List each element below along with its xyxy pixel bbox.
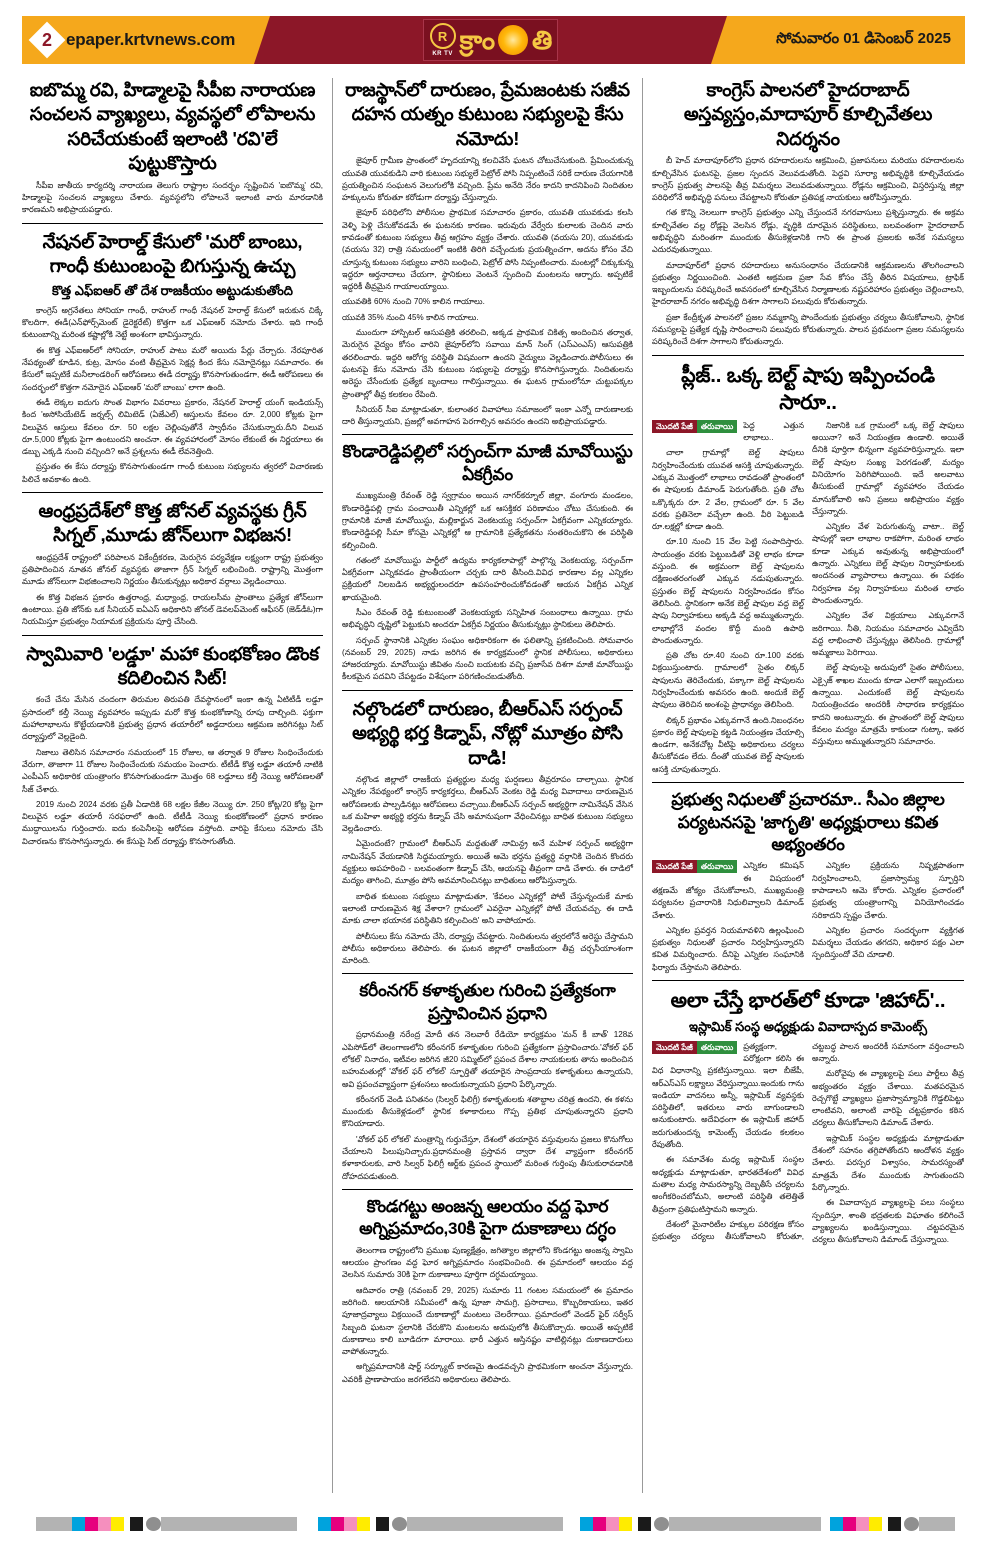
krtv-channel-logo [430,23,456,57]
article-paragraph: రూ.10 నుంచి 15 వేల పెట్టి సంపాదిస్తారు. సాయంత్రం వరకు పెట్టుబడితో వెళ్లి లాభం కూడా వస్తుంది. ఈ అక్రమంగా బెల్ట్ షాపులను దక్షిణంతరంగంతో ఎక్కువ నడుపుతున్నారు. ప్రస్తుతం బెల్ట్ షాపులను నిర్వహించడం కోసం తెలిసింది. స్థానికంగా అనేక బెల్ట్ షాపుల వద్ద బెల్ట్ షాపు నిర్వాహకులు అక్కడి వద్ద అమ్ముతున్నారు. లాభాల్లోనే వందల కొద్దీ మంది ఉపాధి పొందుతున్నారు. [652,537,804,645]
article-paragraph: సీనియర్ సీఐ మాట్లాడుతూ, కులాంతర వివాహాలు సమాజంలో ఇంకా ఎన్నో దారుణాలకు దారి తీస్తున్నాయని, ప్రజల్లో అవగాహన పెరగాల్సిన అవసరం ఉందని అభిప్రాయపడ్డారు. [342,404,633,427]
masthead-title-part2: తి [532,25,552,55]
article-paragraph: ఈడీ లెక్కల ఐదుగు సొంత విభాగం వివరాలు ప్రకారం, నేషనల్ హెరాల్డ్ యంగ్ ఇండియన్స్ కింద 'అసోసియేటెడ్ జర్నల్స్ లిమిటెడ్ (ఏజేఎల్) ఆస్తులను కేవలం రూ. 2,000 కోట్లకు పైగా విలువైన ఆస్తులు కేవలం రూ. 50 లక్షల చెల్లింపుతోనే స్వాధీనం చేసుకున్నారు.దీని విలువ రూ.5,000 కోట్లకు పైగా ఉంటుందని అంచనా. ఈ వ్యవహారంలో మోసం లేకుంటే ఈ నిర్ణయాలు ఈ డబ్బు ఎక్కడి నుంచి వచ్చింది? అనే ప్రశ్నలను ఈడీ లేవనెత్తింది. [22,397,323,457]
reg-swatch-gray [669,1517,821,1531]
article-divider [652,355,964,356]
masthead [22,16,965,64]
article-paragraph: మరోవైపు ఈ వ్యాఖ్యలపై పలు పార్టీలు తీవ్ర అభ్యంతరం వ్యక్తం చేశాయి. మతపరమైన రెచ్చగొట్టే వ్యాఖ్యలు ప్రజాస్వామ్యానికి గొడ్డలిపెట్టు లాంటివని, అలాంటి వారిపై చట్టప్రకారం కఠిన చర్యలు తీసుకోవాలని డిమాండ్ చేశారు. [812,1069,964,1128]
column-2 [332,78,643,1493]
headline: స్వామివారి 'లడ్డూ' మహా కుంభకోణం డొంక కదిలించిన సిట్! [26,642,319,689]
reg-swatch-black [376,1517,389,1531]
article-paragraph: తెలంగాణ రాష్ట్రంలోని ప్రముఖ పుణ్యక్షేత్రం, జగిత్యాల జిల్లాలోని కొండగట్టు అంజన్న స్వామి ఆలయం ప్రాంగణం వద్ద ఘోర అగ్నిప్రమాదం సంభవించింది. ఈ ప్రమాదంలో ఆలయం వద్ద వెలసిన సుమారు 30కి పైగా దుకాణాలు పూర్తిగా దగ్ధమయ్యాయి. [342,1245,633,1280]
article-paragraph: ముందుగా హాస్పిటల్ ఆసుపత్రికి తరలించి, అక్కడ ప్రాథమిక చికిత్స అందించిన తర్వాత, మెరుగైన వైద్యం కోసం వారిని జైపూర్‌లోని సవాయి మాన్ సింగ్ (ఎస్‌ఎంఎస్) ఆసుపత్రికి తరలించారు. ఇద్దరి ఆరోగ్య పరిస్థితి విషమంగా ఉందని వైద్యులు వెల్లడించారు.పోలీసులు ఈ ఘటనపై కేసు నమోదు చేసి కుటుంబ సభ్యులపై దర్యాప్తు కొనసాగిస్తున్నారు. నిందితులను అరెస్టు చేసేందుకు ప్రత్యేక బృందాలు గాలిస్తున్నాయి. ఈ ఘటన గ్రామంలోనూ చుట్టుపక్కల ప్రాంతాల్లో తీవ్ర కలకలం రేపింది. [342,328,633,399]
reg-swatch-pink [856,1517,869,1531]
registration-group-2 [318,1517,563,1531]
article-paragraph: చాలా గ్రామాల్లో బెల్ట్ షాపులు నిర్వహించేందుకు యువత ఆసక్తి చూపుతున్నారు. ఎక్కువ మొత్తంలో లాభాలు రావడంతో ప్రాంతంలో ఈ షాపులకు డిమాండ్ పెరుగుతోంది. ప్రతి చోట ఒక్కొక్కరు రూ. 2 వేల, గ్రామంలో రూ. 5 వేల వరకు ప్రతినెలా వచ్చేలా ఉంది. వీరి పెట్టుబడి రూ.లక్షల్లో కూడా ఉంది. [652,448,804,532]
article-paragraph: ఈ కొత్త ఎఫ్‌ఐఆర్‌లో సోనియా, రాహుల్ పాటు మరో అయిదు పేర్లు చేర్చారు. నేరపూరిత నేపథ్యంతో కూడిన, కుట్ర, మోసం వంటి తీవ్రమైన సెక్షన్ల కింద కేసు నమోదైనట్లు సమాచారం. ఈ కేసులో ఇప్పటికే మనీలాండరింగ్ ఆరోపణలు ఈడీ దర్యాప్తు కొనసాగుతుండగా, ఈడీ ఆరోపణలు ఈ సందర్భంలో కొత్తగా నమోదైన ఎఫ్‌ఐఆర్ 'మరో బాంబు' లాగా ఉంది. [22,345,323,392]
headline: రాజస్థాన్‌లో దారుణం, ప్రేమజంటకు సజీవ దహన యత్నం కుటుంబ సభ్యులపై కేసు నమోదు! [345,79,630,149]
continued-from-page1-badge [652,860,737,873]
article-ap-zonal[interactable] [22,499,323,629]
article-divider [22,223,323,224]
article-paragraph: గతంలో మావోయిస్టు పార్టీలో ఉద్యమ కార్యకలాపాల్లో పాల్గొన్న వెంకటయ్య, సర్పంచ్‌గా ఏకగ్రీవంగా ఎన్నికవడం ప్రాంతీయంగా చర్చకు దారి తీసింది.వివిధ కారణాల వల్ల ఎన్నికల ప్రక్రియలో నిలబడిన అభ్యర్థులందరూ ఉపసంహరించుకోవడంతో ఆయన ఏకగ్రీవ ఎన్నిక ఖాయమైంది. [342,555,633,602]
continued-badge-part-a: మొదటి పేజీ [652,1041,697,1054]
reg-swatch-yellow [869,1517,882,1531]
continued-badge-part-a: మొదటి పేజీ [652,420,697,433]
article-paragraph: ఈ వివాదాస్పద వ్యాఖ్యలపై పలు సంస్థలు స్పందిస్తూ, శాంతి భద్రతలకు విఘాతం కలిగించే వ్యాఖ్యలను ఖండిస్తున్నాయి. చట్టపరమైన చర్యలు తీసుకోవాలని డిమాండ్ చేస్తున్నాయి. [812,1198,964,1245]
headline: ఐబొమ్మ రవి, హిడ్మాలపై సీపీఐ నారాయణ సంచలన వ్యాఖ్యలు, వ్యవస్థలో లోపాలను సరిచేయకుంటే ఇలాంటి 'రవి'లే పుట్టుకొస్తారు [29,79,316,174]
headline: ప్లీజ్.. ఒక్క బెల్ట్ షాపు ఇప్పించండి సారూ.. [681,363,935,414]
article-paragraph: ప్రజా కేంద్రీకృత పాలనలో ప్రజల నమ్మకాన్ని పొందేందుకు ప్రభుత్వం చర్యలు తీసుకోవాలని, స్థానిక సమస్యలపై ప్రత్యేక దృష్టి సారించాలని పలువురు కోరుతున్నారు. పాలన ప్రథమంగా ప్రజల సమస్యలను పరిష్కరించే దిశగా సాగాలని కోరుతున్నారు. [652,312,964,347]
article-kavitha-jagruthi[interactable] [652,789,964,974]
masthead-title-part1: క్రాం [459,25,495,55]
article-paragraph: ఈ సమావేశం మధ్య ఇస్లామిక్ సంస్థల అధ్యక్షుడు మాట్లాడుతూ, భారతదేశంలో వివిధ మతాల మధ్య సామరస్యాన్ని దెబ్బతీసే చర్యలను అంగీకరించబోమని, అలాంటి పరిస్థితి తలెత్తితే తీవ్రంగా ప్రతిఘటిస్తామని అన్నారు. [652,1155,804,1214]
article-karimnagar-pm[interactable] [342,980,633,1182]
article-paragraph: జైపూర్ పరిధిలోని పోలీసుల ప్రాథమిక సమాచారం ప్రకారం, యువతి యువకుడు కలసి వెళ్ళి పెళ్లి చేసుకోవడమే ఈ ఘటనకు కారణం. ఇరువురు వేర్వేరు కులాలకు చెందిన వారు కావడంతో కుటుంబ సభ్యులు తీవ్ర ఆగ్రహం వ్యక్తం చేశారు. యువతి (వయసు 20), యువకుడు (వయసు 32) రాత్రి సమయంలో ఇంటికి తిరిగి వచ్చేందుకు ప్రయత్నించగా, అదను కోసం వేచి చూస్తున్న కుటుంబ సభ్యులు వారిని బంధించి, పెట్రోల్ పోసి నిప్పంటించారు. మంటల్లో చిక్కుకున్న ఇద్దరూ ఆర్తనాదాలు చేయగా, స్థానికులు వెంటనే స్పందించి మంటలను ఆర్పారు. అప్పటికే ఇద్దరికీ తీవ్రమైన గాయాలయ్యాయి. [342,208,633,292]
krtv-ring-icon: R [430,23,456,49]
reg-swatch-black [638,1517,651,1531]
masthead-left-block [22,16,254,64]
article-paragraph: ఎన్నికల కమిషన్ ఈ విషయంలో తక్షణమే జోక్యం చేసుకోవాలని, ముఖ్యమంత్రి పర్యటనల ప్రచారానికి నిధులివ్వాలని డిమాండ్ చేశారు. [652,861,804,920]
reg-target-oval [904,1517,919,1531]
reg-target-oval [392,1517,407,1531]
epaper-url[interactable]: epaper.krtvnews.com [66,30,236,49]
article-paragraph: కంచే చేను మేసిన చందంగా తిరుమల తిరుపతి దేవస్థానంలో ఇంకా ఉన్న ఏటిటీడీ లడ్డూ ప్రసాదంలో కల్తీ నెయ్యి వ్యవహారం ఇప్పుడు మరో కొత్త కుంభకోణాన్ని రూపు దాల్చింది. ఫక్తుగా మహాలాభాలను కొట్టేయడానికి ప్రభుత్వ ప్రధాన తయారీలో అడ్డదారులు ఆక్రమణ జరిగినట్లు సిట్ దర్యాప్తులో వెల్లడైంది. [22,695,323,742]
reg-target-oval [654,1517,669,1531]
headline: నల్గొండలో దారుణం, బీఆర్‌ఎస్ సర్పంచ్ అభ్యర్థి భర్త కిడ్నాప్, నోట్లో మూత్రం పోసి దాడి! [352,697,623,768]
headline: కాంగ్రెస్ పాలనలో హైదరాబాద్ అస్తవ్యస్తం,మాదాపూర్ కూల్చివేతలు నిదర్శనం [683,79,933,149]
article-hyderabad-madhapur[interactable] [652,78,964,349]
article-paragraph: ముఖ్యమంత్రి రేవంత్ రెడ్డి స్వగ్రామం అయిన నాగర్‌కర్నూల్ జిల్లా, వంగూరు మండలం, కొండారెడ్డిపల్లి గ్రామ పంచాయితీ ఎన్నికల్లో ఒక ఆసక్తికర పరిణామం చోటు చేసుకుంది. ఈ గ్రామానికి మాజీ మావోయిస్టు, మల్లికార్జున వెంకటయ్య సర్పంచ్‌గా ఏకగ్రీవంగా ఎన్నికయ్యారు. కొండారెడ్డిపల్లి సీమా కోసమై ఎన్నికల్లో ఆ గ్రామానికి ప్రత్యేకతను సంతరించుకొని ఈ పరిస్థితి కల్పించింది. [342,491,633,550]
headline: ఆంధ్రప్రదేశ్‌లో కొత్త జోనల్ వ్యవస్థకు గ్రీన్ సిగ్నల్ ,మూడు జోన్‌లుగా విభజన! [38,500,307,546]
article-kondagattu-fire[interactable] [342,1196,633,1386]
headline: కొండగట్టు అంజన్న ఆలయం వద్ద ఘోర అగ్నిప్రమాదం,30కి పైగా దుకాణాలు దగ్ధం [359,1196,616,1239]
column-3 [643,78,964,1493]
article-stat-line: యువకి 35% నుంచి 45% కాలిన గాయాలు. [342,312,479,322]
continued-badge-part-b: తరువాయి [697,860,737,873]
headline: అలా చేస్తే భారత్‌లో కూడా 'జిహాద్'.. [670,989,946,1013]
headline: కరీంనగర్ కళాకృతుల గురించి ప్రత్యేకంగా ప్రస్తావించిన ప్రధాని [359,981,616,1023]
krtv-label: KR TV [432,51,453,57]
reg-swatch-yellow [111,1517,124,1531]
article-divider [342,1189,633,1190]
article-paragraph: లిక్కర్ ప్రభావం ఎక్కువగానే ఉంది.నిబంధనల ప్రకారం బెల్ట్ షాపులపై కట్టడి నియంత్రణ చేయాల్సి ఉండగా, అనేకచోట్ల వీటిపై అధికారులు చర్యలు తీసుకోవడం లేదు. దీంతో యువత బెల్ట్ షాపులకు ఆసక్తి చూపుతున్నారు. [652,715,804,774]
headline: నేషనల్ హెరాల్డ్ కేసులో 'మరో బాంబు, గాంధీ కుటుంబంపై బిగుస్తున్న ఉచ్చు [42,230,303,276]
article-jihad-comments[interactable] [652,987,964,1246]
masthead-right-block [727,16,965,64]
article-paragraph: ఎన్నికల ప్రచారం సందర్భంగా వ్యక్తిగత విమర్శలు చేయడం తగదని, అధికార పక్షం ఎలా స్పందిస్తుందో వేచి చూడాలి. [812,925,964,960]
article-paragraph: బీ హెచ్ మాదాపూర్‌లోని ప్రధాన రహదారులను ఆక్రమించి, ప్రజాపనులు మరియు రహదారులను కూల్చివేసిన ఘటనపై, ప్రజల స్పందన వెలువడుతోంది. పెద్దవి సూర్యా అభివృద్ధికి కూల్చివేయడం కాంగ్రెస్ ప్రభుత్వ పాలనపై తీవ్ర విమర్శలు వెలువడుతున్నాయి. రోడ్లను ఆక్రమించి, విస్తరిస్తున్న జిల్లా పరిధిలోనే అభివృద్ధి పనులు చేపట్టాలని కోరుతూ ప్రతిపక్ష నాయకులు ఆరోపిస్తున్నారు. [652,156,964,203]
article-paragraph: ఏమైందంటే? గ్రామంలో బీఆర్‌ఎస్ మద్దతుతో నామిన్ద్ర అనే మహిళ సర్పంచ్ అభ్యర్థిగా నామినేషన్ వేయడానికి సిద్ధమయ్యారు. అయితే ఆమె భర్తను ప్రత్యర్థి వర్గానికి చెందిన కొందరు వ్యక్తులు అపహరించి - బలవంతంగా కిడ్నాప్ చేసి, ఆయనపై తీవ్రంగా దాడి చేశారు. ఈ దాడిలో మద్యం తాగించి, మూత్రం పోసి అవమానించినట్లు బాధితులు ఆరోపిస్తున్నారు. [342,839,633,886]
reg-swatch-pink [344,1517,357,1531]
reg-swatch-yellow [619,1517,632,1531]
reg-swatch-gray [919,1517,955,1531]
article-paragraph: అగ్నిప్రమాదానికి షార్ట్ సర్క్యూట్ కారణమై ఉండవచ్చని ప్రాథమికంగా అంచనా వేస్తున్నారు. ఎవరికీ ప్రాణాపాయం జరగలేదని అధికారులు తెలిపారు. [342,1362,633,1384]
continued-badge-part-b: తరువాయి [697,420,737,433]
article-body-columns [652,1041,964,1247]
publication-date: సోమవారం 01 డిసెంబర్ 2025 [776,29,951,47]
reg-swatch-magenta [843,1517,856,1531]
reg-swatch-gray [407,1517,563,1531]
article-paragraph: దేశంలో మైనారిటీల హక్కుల పరిరక్షణ కోసం ప్రభుత్వం చర్యలు తీసుకోవాలని కోరుతూ, చట్టబద్ధ పాలన అందరికీ సమానంగా వర్తించాలని అన్నారు. [652,1041,964,1242]
article-divider [342,690,633,691]
article-paragraph: ప్రతి చోట రూ.40 నుంచి రూ.100 వరకు విక్రయిస్తుంటారు. గ్రామాలలో సైతం లిక్కర్ షాపులను తెరిచేందుకు, పక్కాగా బెల్ట్ షాపులను నిర్వహించేందుకు అవసరం ఉంది. అందుకే బెల్ట్ షాపులు తెరిచిన అంశంపై ప్రాధాన్యం తెలిసింది. [652,651,804,710]
headline: ప్రభుత్వ నిధులతో ప్రచారమా.. సీఎం జిల్లాల పర్యటనసపై 'జాగృతి' అధ్యక్షురాలు కవిత అభ్యంతరం [671,790,945,854]
article-rajasthan-burning[interactable] [342,78,633,428]
reg-swatch-cyan [318,1517,331,1531]
reg-swatch-magenta [85,1517,98,1531]
article-paragraph: కాంగ్రెస్ అగ్రనేతలు సోనియా గాంధీ, రాహుల్ గాంధీ నేషనల్ హెరాల్డ్ కేసులో ఇరుకున చిక్కే కొలదిగా, ఈడీ(ఎన్‌ఫోర్స్‌మెంట్ డైరెక్టరేట్) కొత్తగా ఒక ఎఫ్‌ఐఆర్ నమోదు చేశారు. ఇది గాంధీ కుటుంబాన్ని మరింత కష్టాల్లోకి నెట్టే అంశంగా భావిస్తున్నారు. [22,305,323,340]
continued-from-page1-badge [652,1041,737,1054]
article-divider [652,980,964,981]
column-1 [22,78,332,1493]
article-paragraph: ఎన్నికల వేళ పెరుగుతున్న వాటా.. బెల్ట్ షాపుల్లో ఇలా లాభాల రాకపోగా, మరింత లాభం కూడా ఎక్కువ అవుతున్న అభిప్రాయంలో ఉన్నారు. ఎన్నికలు బెల్ట్ షాపుల నిర్వాహకులకు అందనంత వ్యాపారాలు ఉన్నాయి. ఈ పథకం నిర్వహణ వల్ల నిర్వాహకులు మరింత లాభం పొందుతున్నారు. [812,522,964,605]
article-paragraph: బెల్ట్ షాపులపై అదుపులో సైతం పోలీసులు, ఎక్సైజ్ శాఖల ముందు కూడా ఎలాగో ఇబ్బందులు ఉన్నాయి. ఎందుకంటే బెల్ట్ షాపులను నియంత్రించడం అందరికీ సాధారణ కార్యక్రమం కాదని అంటున్నారు. ఈ ప్రాంతంలో బెల్ట్ షాపులు కేవలం మద్యం మాత్రమే కాకుండా గుట్కా, ఇతర వస్తువులు అమ్ముతున్నారని సమాచారం. [812,663,964,747]
article-paragraph: పోలీసులు కేసు నమోదు చేసి, దర్యాప్తు చేపట్టారు. నిందితులను త్వరలోనే అరెస్టు చేస్తామని పోలీసు అధికారులు తెలిపారు. ఈ ఘటన జిల్లాలో రాజకీయంగా తీవ్ర చర్చనీయాంశంగా మారింది. [342,931,633,966]
article-divider [342,434,633,435]
headline: కొండారెడ్డిపల్లిలో సర్పంచ్‌గా మాజీ మావోయిస్టు ఏకగ్రీవం [342,442,633,484]
article-paragraph: ఎన్నికల వేళ విక్రయాలు ఎక్కువగానే జరిగాయి. నీతి, నియమం సమాచారం ఎవ్విదేని వద్ద లాభించాలి చేస్తున్నట్లు తెలిసింది. గ్రామాల్లో అమ్మకాలు పెరిగాయి. [812,611,964,658]
article-paragraph: జైపూర్ గ్రామీణ ప్రాంతంలో హృదయాన్ని కలచివేసే ఘటన చోటుచేసుకుంది. ప్రేమించుకున్న యువతి యువకుడిని వారి కుటుంబ సభ్యులే పెట్రోల్ పోసి నిప్పంటించే సరికే దారుణ చేయగానికి ప్రయత్నించిన సంఘటన వెలుగులోకి వచ్చింది. ప్రేమ అనేది నేరం కాదని కాదనిపించి నిందితుల హక్కులను కోరుతూ కరోడుగా దర్యాప్తు చేస్తున్నారు. [342,156,633,203]
reg-swatch-pink [98,1517,111,1531]
page-number-badge [29,22,66,59]
article-paragraph: నిజాలు తెలిసిన సమాచారం సమయంలో 15 రోజుల, ఆ తర్వాత 9 రోజుల సింధించేందుకు వేరుగా, తాజాగా 11 రోజుల సింధించేందుకు సమయం పెంచారు. టీటీడీ కొత్త లడ్డూ తయారీ నాటికి ఎంపీఎస్ అధికారిక యంత్రాంగం కొనసాగుతుండగా మొత్తం 68 లడ్డూలు కల్తీ నెయ్యి ఆరోపణలతో సీజ్ చేశారు. [22,747,323,794]
article-nalgonda-brs[interactable] [342,697,633,968]
article-paragraph: ఎన్నికల ప్రక్రియను నిష్పక్షపాతంగా నిర్వహించాలని, ప్రజాస్వామ్య స్ఫూర్తిని కాపాడాలని ఆమె కోరారు. ఎన్నికల ప్రచారంలో ప్రభుత్వ యంత్రాంగాన్ని వినియోగించడం సరికాదని స్పష్టం చేశారు. [812,861,964,920]
article-paragraph: సీఎం రేవంత్ రెడ్డి కుటుంబంతో వెంకటయ్యకు సన్నిహిత సంబంధాలు ఉన్నాయి. గ్రామ అభివృద్ధిని దృష్టిలో పెట్టుకుని అందరూ ఏకగ్రీవ నిర్ణయం తీసుకున్నట్లు స్థానికులు తెలిపారు. [342,608,633,630]
article-paragraph: మాదాపూర్‌లో ప్రధాన రహదారులు అనుసంధానం చేయడానికి ఆక్రమణలను తొలగించాలని ప్రభుత్వం నిర్ణయించింది. ఎంతటి ఆక్రమణ ప్రజా సేవ కోసం చేస్తే తీరిన విషయాలు, ట్రాఫిక్ ఇబ్బందులను పరిష్కరించే అవసరంలో కూల్చివేసిన నిర్మాణాలకు నష్టపరిహారం ప్రభుత్వం చెల్లించాలని, హైదరాబాద్ నగరం అభివృద్ధి దిశగా సాగాలని పలువురు కోరుతున్నారు. [652,260,964,307]
subheadline: కొత్త ఎఫ్‌ఐఆర్ తో దేశ రాజకీయం అట్టుడుకుతోంది [52,283,293,299]
article-paragraph: ప్రధానమంత్రి నరేంద్ర మోదీ తన నెలవారీ రేడియో కార్యక్రమం 'మన్ కీ బాత్' 128వ ఎపిసోడ్‌లో తెలంగాణలోని కరీంనగర్ కళాకృతుల గురించి ప్రత్యేకంగా ప్రస్తావించారు.'వోకల్ ఫర్ లోకల్' నినాదం, ఇటీవల జరిగిన జీ20 సమ్మిట్‌లో ప్రపంచ దేశాల నాయకులకు తాను అందించిన బహుమతుల్లో 'వోకల్ ఫర్ లోకల్' స్ఫూర్తితో తయారైన సాంప్రదాయ కళాకృతులు ఉన్నాయని, అవి ప్రపంచవ్యాప్తంగా ప్రశంసలు అందుకున్నాయని ప్రధాని పేర్కొన్నారు. [342,1030,633,1089]
print-registration-bar [0,1517,987,1531]
reg-swatch-gray [36,1517,72,1531]
continued-badge-part-a: మొదటి పేజీ [652,860,697,873]
article-paragraph: సర్పంచ్ స్థానానికి ఎన్నికల సంఘం అధికారికంగా ఈ ఫలితాన్ని ప్రకటించింది. సోమవారం (నవంబర్ 29, 2025) నాడు జరిగిన ఈ కార్యక్రమంలో స్థానిక పోలీసులు, అధికారులు హాజరయ్యారు. మావోయిస్టు జీవితం నుంచి బయటకు వచ్చి ప్రజాసేవ దిశగా మాజీ మావోయిస్టు కీలకమైన పదవిని చేపట్టడం విశేషంగా పరిగణించబడుతోంది. [342,635,633,682]
article-body-columns [652,860,964,974]
article-paragraph: ఆంధ్రప్రదేశ్ రాష్ట్రంలో పరిపాలన వికేంద్రీకరణ, మెరుగైన పర్యవేక్షణ లక్ష్యంగా రాష్ట్ర ప్రభుత్వం ప్రతిపాదించిన నూతన జోనల్ వ్యవస్థకు తాజాగా గ్రీన్ సిగ్నల్ లభించింది. రాష్ట్రాన్ని మొత్తంగా మూడు జోన్‌లుగా విభజించాలని నిర్ణయం తీసుకున్నట్లు అధికార వర్గాలు వెల్లడించాయి. [22,552,323,587]
continued-badge-part-b: తరువాయి [697,1041,737,1054]
article-paragraph: ప్రస్తుతం ఈ కేసు దర్యాప్తు కొనసాగుతుండగా గాంధీ కుటుంబ సభ్యులను త్వరలో విచారణకు పిలిచే అవకాశం ఉంది. [22,462,323,484]
article-national-herald[interactable] [22,230,323,487]
article-paragraph: నల్గొండ జిల్లాలో రాజకీయ ప్రత్యర్థుల మధ్య ఘర్షణలు తీవ్రరూపం దాల్చాయి. స్థానిక ఎన్నికల నేపథ్యంలో కాంగ్రెస్ కార్యకర్తలు, బీఆర్‌ఎస్ వెంకట రెడ్డి మధ్య వివాదాలు దారుణమైన ఆరోపణలకు పాల్పడినట్లు ఆరోపణలు వచ్చాయి.బీఆర్‌ఎస్ సర్పంచ్ అభ్యర్థిగా నామినేషన్ వేసిన ఒక మహిళా అభ్యర్థి భర్తను కిడ్నాప్ చేసి అమానుషంగా వేధించినట్లు బాధిత కుటుంబ సభ్యులు వెల్లడించారు. [342,775,633,834]
registration-group-4 [830,1517,955,1531]
article-paragraph: ఆదివారం రాత్రి (నవంబర్ 29, 2025) సుమారు 11 గంటల సమయంలో ఈ ప్రమాదం జరిగింది. ఆలయానికి సమీపంలో ఉన్న పూజా సామగ్రి, ప్రసాదాలు, కొబ్బరికాయలు, ఇతర పూజాద్రవ్యాలు విక్రయించే దుకాణాల్లో మంటలు చెలరేగాయి. ప్రమాదంలో వెండర్ ఫైర్ సర్వీస్ సిబ్బంది ఘటనా స్థలానికి చేరుకొని మంటలను అదుపులోకి తీసుకొచ్చారు. అయితే అప్పటికే దుకాణాలు కాలి బూడిదగా మారాయి. భారీ ఎత్తున ఆస్తినష్టం వాటిల్లినట్లు దుకాణదారులు వాపోతున్నారు. [342,1285,633,1357]
article-body-columns [652,420,964,776]
reg-swatch-black [888,1517,901,1531]
reg-swatch-cyan [72,1517,85,1531]
article-paragraph: గత కొన్ని నెలలుగా కాంగ్రెస్ ప్రభుత్వం ఎన్ని చేస్తుందనే నగరవాసులు ప్రశ్నిస్తున్నారు. ఈ అక్రమ కూల్చివేతల వల్ల రోడ్లపై వెలసిన రోడ్లు, వృద్ధికి దూరమైన పరిస్థితులు, బలవంతంగా హైదరాబాద్ అభివృద్ధిని మరింతగా ముందుకు తీసుకెళ్లడానికి గాని ఈ ప్రాంత ప్రజలకు అనేక సమస్యలు ఎదురవుతున్నాయి. [652,208,964,255]
article-paragraph: ఈ కొత్త విభజన ప్రకారం ఉత్తరాంధ్ర, మధ్యాంధ్ర, రాయలసీమ ప్రాంతాలు ప్రత్యేక జోన్‌లుగా ఉంటాయి. ప్రతి జోన్‌కు ఒక సీనియర్ ఐఏఎస్ అధికారిని జోనల్ డెవలప్‌మెంట్ ఆఫీసర్ (జెడ్‌డీఓ)గా నియమిస్తూ ప్రభుత్వం నియామక ప్రక్రియను పూర్తి చేసింది. [22,592,323,627]
article-kondareddipalli[interactable] [342,441,633,683]
article-cpi-narayana[interactable] [22,78,323,217]
article-paragraph: బాధిత కుటుంబ సభ్యులు మాట్లాడుతూ, 'కేవలం ఎన్నికల్లో పోటీ చేస్తున్నందుకే మాకు ఇలాంటి దారుణమైన శిక్ష వేశారా? గ్రామంలో ఎవరైనా ఎన్నికల్లో పోటీ చేయవచ్చు. ఈ దాడి మాకు చాలా భయానక పరిస్థితిని కల్పించింది' అని వాపోయారు. [342,891,633,926]
masthead-center-block [254,16,727,64]
article-paragraph: నిజానికి ఒక గ్రామంలో ఒక్క బెల్ట్ షాపులు అయినా? అనే నియంత్రణ ఉండాలి. అయితే దీనికి పూర్తిగా భిన్నంగా వ్యవహరిస్తున్నారు. ఇలా బెల్ట్ షాపుల సంఖ్య పెరగడంతో, మద్యం వినియోగం పెరిగిపోయింది. ఇదే అలవాటు తీసుకుంటే గ్రామాల్లో వ్యవహారం చేయడం మానుకోవాలి అని ప్రజలు అభిప్రాయం వ్యక్తం చేస్తున్నారు. [812,420,964,516]
article-paragraph: ఇస్లామిక్ సంస్థల అధ్యక్షుడు మాట్లాడుతూ దేశంలో సహనం తగ్గిపోతోందని ఆందోళన వ్యక్తం చేశారు. పరస్పర విశ్వాసం, సామరస్యంతో మాత్రమే దేశం ముందుకు సాగుతుందని పేర్కొన్నారు. [812,1133,964,1192]
reg-swatch-cyan [580,1517,593,1531]
registration-group-1 [36,1517,297,1531]
article-paragraph: 'వోకల్ ఫర్ లోకల్' మంత్రాన్ని గుర్తుచేస్తూ, దేశంలో తయారైన వస్తువులను ప్రజలు కొనుగోలు చేయాలని పిలుపునిచ్చారు.ప్రధానమంత్రి ప్రస్తావన ద్వారా దేశ వ్యాప్తంగా కరీంనగర్ కళాకారులకు, వారి సిల్వర్ ఫిలిగ్రీ ఆర్ట్‌కు ప్రపంచ స్థాయిలో మరింత గుర్తింపు తీసుకురావడానికి దోహదపడుతుంది. [342,1134,633,1181]
article-divider [342,973,633,974]
article-lead-line: పెద్ద ఎత్తున లాభాలు.. [743,420,804,443]
article-belt-shop[interactable] [652,362,964,776]
page-number-text: 2 [41,29,53,50]
registration-group-3 [580,1517,821,1531]
reg-swatch-pink [606,1517,619,1531]
article-paragraph: కరీంనగర్ వెండి పనితనం (సిల్వర్ ఫిలిగ్రీ) కళాకృతులకు శతాబ్దాల చరిత్ర ఉందని, ఈ కళను ముందుకు తీసుకెళ్లడంలో స్థానిక కళాకారులు గొప్ప ప్రతిభ చూపుతున్నారని ప్రధాని కొనియాడారు. [342,1094,633,1129]
reg-swatch-cyan [830,1517,843,1531]
sun-icon [498,25,528,55]
article-divider [22,492,323,493]
reg-swatch-magenta [331,1517,344,1531]
article-stat-line: యువతికి 60% నుంచి 70% కాలిన గాయాలు. [342,297,485,307]
article-paragraph: ఎన్నికల ప్రవర్తన నియమావళిని ఉల్లంఘించి ప్రభుత్వం నిధులతో ప్రచారం నిర్వహిస్తున్నారని కవిత విమర్శించారు. దీనిపై ఎన్నికల సంఘానికి ఫిర్యాదు చేస్తామని తెలిపారు. [652,925,804,972]
article-laddu-sit[interactable] [22,642,323,848]
reg-swatch-yellow [357,1517,370,1531]
article-paragraph: ప్రత్యక్షంగా, పరోక్షంగా కలిసి ఈ విధ విధానాన్ని ప్రకటిస్తున్నాయి. ఇలా బీజేపీ, ఆర్‌ఎస్‌ఎస్ లక్ష్యాలు వేధిస్తున్నాయి.ఇందుకు గాను ఇండియా వాదనలు అన్నీ, ఇస్లామిక్ వ్యవస్థకు పరిస్థితిలో, ఇతరులు వారు బాగుండాలని అనుకుంటారు. అదేవిధంగా ఈ ఇస్లామిక్ జిహాద్ జరుగుతుందన్న కామెంట్స్ చేయడం కలకలం రేపుతోంది. [652,1041,804,1150]
article-paragraph: సీపీఐ జాతీయ కార్యదర్శి నారాయణ తెలుగు రాష్ట్రాల సందర్భం స్పష్టించిన 'ఐబొమ్మ' రవి, హిడ్మాలపై సంచలన వ్యాఖ్యలు చేశారు. వ్యవస్థలోని లోపాలనే ఇలాంటి వారు మారడానికి కారణమని అభిప్రాయపడ్డారు. [22,180,323,215]
publication-logo [423,19,559,61]
article-paragraph: 2019 నుంచి 2024 వరకు ప్రతీ ఏడాదికి 68 లక్షల కేజీల నెయ్యి రూ. 250 కోట్ల/20 కోట్ల పైగా విలువైన లడ్డూ తయారీ సరఫరాలో ఉంది. టీటీడీ నెయ్యి కుంభకోణంలో ప్రధాన కారణం ముద్దాయిలను గుర్తించారు. ఐదు కంపెనీలపై ఆరోపణ వస్తోంది. వారిపై కేసులు నమోదు చేసి విచారణను కొనసాగిస్తున్నారు. ఈ కేసుపై సిట్ దర్యాప్తు కొనసాగుతోంది. [22,799,323,846]
article-divider [652,782,964,783]
continued-from-page1-badge [652,420,737,433]
newspaper-page-body [22,78,965,1493]
reg-swatch-gray [161,1517,297,1531]
reg-swatch-magenta [593,1517,606,1531]
article-divider [22,635,323,636]
reg-target-oval [146,1517,161,1531]
reg-swatch-black [130,1517,143,1531]
subheadline: ఇస్లామిక్ సంస్థ అధ్యక్షుడు వివాదాస్పద కామెంట్స్ [689,1019,927,1035]
